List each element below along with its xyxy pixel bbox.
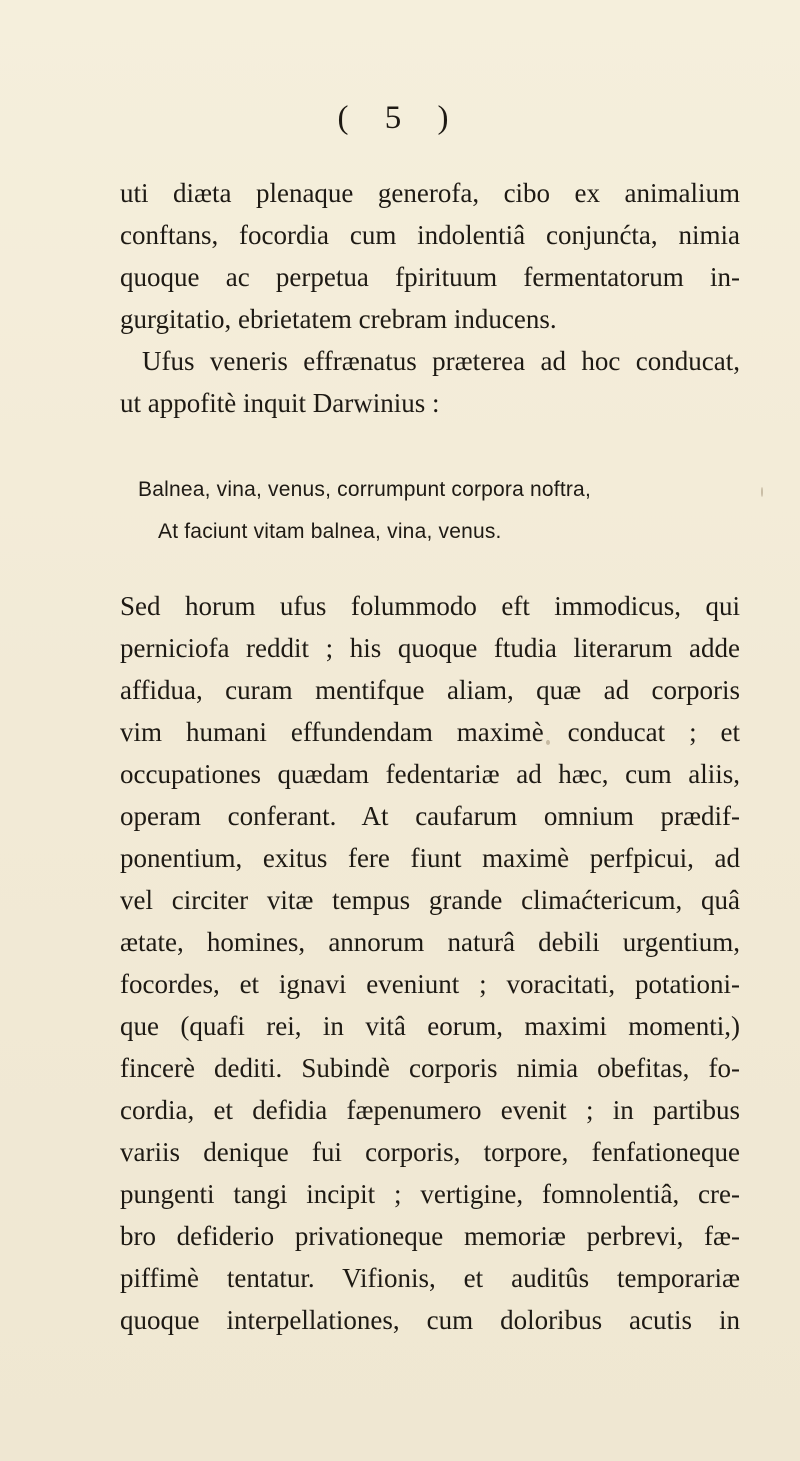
text-line: focordes, et ignavi eveniunt ; voracitati, potationi- — [120, 969, 740, 999]
text-line: conftans, focordia cum indolentiâ conjunćta, nimia — [120, 220, 740, 250]
text-line: fincerè dediti. Subindè corporis nimia obefitas, fo- — [120, 1053, 740, 1083]
page-number: ( 5 ) — [337, 100, 463, 136]
text-line: perniciofa reddit ; his quoque ftudia literarum adde — [120, 633, 740, 663]
text-line: variis denique fui corporis, torpore, fenfationeque — [120, 1137, 740, 1167]
text-line: cordia, et defidia fæpenumero evenit ; in partibus — [120, 1095, 740, 1125]
text-line: ut appofitè inquit Darwinius : — [120, 388, 440, 418]
text-line: occupationes quædam fedentariæ ad hæc, cum aliis, — [120, 759, 740, 789]
verse-line: Balnea, vina, venus, corrumpunt corpora noftra, — [138, 478, 591, 501]
text-line: pungenti tangi incipit ; vertigine, fomnolentiâ, cre- — [120, 1179, 740, 1209]
verse-line: At faciunt vitam balnea, vina, venus. — [158, 520, 502, 543]
text-line: Sed horum ufus folummodo eft immodicus, qui — [120, 591, 740, 621]
text-line: que (quafi rei, in vitâ eorum, maximi momenti,) — [120, 1011, 740, 1041]
ink-speck — [761, 487, 763, 497]
ink-speck — [546, 740, 550, 745]
text-line: ponentium, exitus fere fiunt maximè perfpicui, ad — [120, 843, 740, 873]
text-line: vim humani effundendam maximè conducat ; et — [120, 717, 740, 747]
text-line: operam conferant. At caufarum omnium prædif- — [120, 801, 740, 831]
text-line: bro defiderio privationeque memoriæ perbrevi, fæ- — [120, 1221, 740, 1251]
text-line: vel circiter vitæ tempus grande climaćtericum, quâ — [120, 885, 740, 915]
text-line: affidua, curam mentifque aliam, quæ ad corporis — [120, 675, 740, 705]
text-line: uti diæta plenaque generofa, cibo ex animalium — [120, 178, 740, 208]
text-line: Ufus veneris effrænatus præterea ad hoc conducat, — [142, 346, 740, 376]
text-line: quoque ac perpetua fpirituum fermentatorum in- — [120, 262, 740, 292]
text-line: piffimè tentatur. Vifionis, et auditûs temporariæ — [120, 1263, 740, 1293]
text-line: ætate, homines, annorum naturâ debili urgentium, — [120, 927, 740, 957]
text-line: gurgitatio, ebrietatem crebram inducens. — [120, 304, 557, 334]
text-line: quoque interpellationes, cum doloribus acutis in — [120, 1305, 740, 1335]
